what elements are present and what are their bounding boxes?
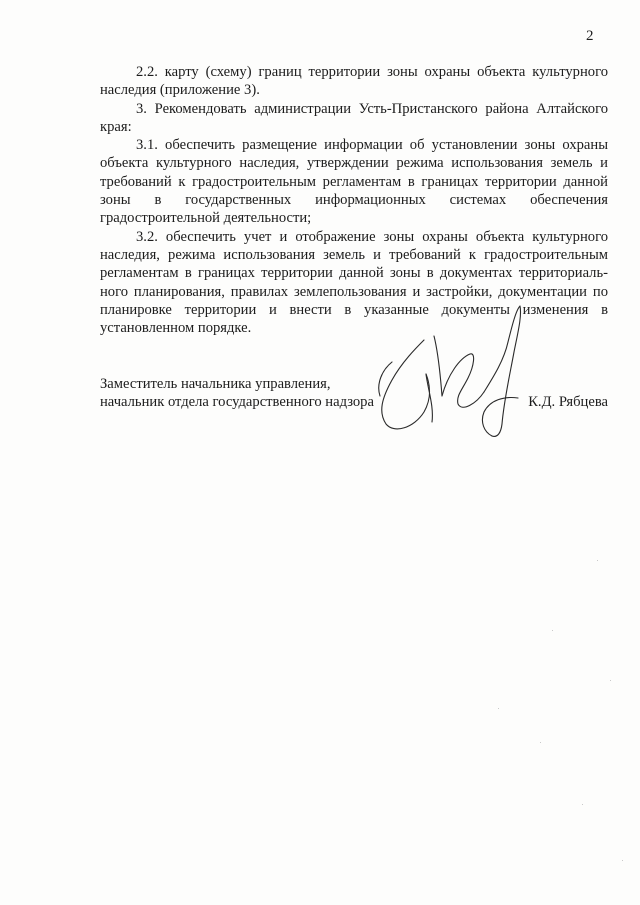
handwritten-signature	[372, 300, 532, 440]
signer-position-line-1: Заместитель начальника управления,	[100, 376, 331, 392]
paragraph-item-3-1: 3.1. обеспечить размещение информации об установлении зоны охраны объекта культурного наследия, утверждении режима использования земель и требований к градостроительным регламентам в границах территории данной зоны в государственных информационных системах обеспечения градостроительной деятельности;	[100, 137, 608, 227]
paragraph-item-3: 3. Рекомендовать администрации Усть-Пристанского района Алтайского края:	[100, 100, 608, 135]
scan-speck	[552, 630, 553, 631]
document-body	[100, 63, 608, 337]
signer-position-line-2: начальник отдела государственного надзора	[100, 394, 374, 411]
scan-speck	[540, 742, 541, 743]
scan-speck	[597, 560, 598, 561]
signer-position	[100, 375, 374, 412]
scan-speck	[610, 680, 611, 681]
scan-speck	[498, 708, 499, 709]
scan-speck	[582, 804, 583, 805]
page-number: 2	[586, 28, 594, 44]
signer-name: К.Д. Рябцева	[528, 394, 608, 410]
paragraph-item-2-2: 2.2. карту (схему) границ территории зоны охраны объекта культурного наследия (приложение 3).	[100, 64, 608, 99]
scan-speck	[622, 860, 623, 861]
signature-block	[100, 375, 610, 435]
paragraph-item-3-2: 3.2. обеспечить учет и отображение зоны охраны объекта культурного наследия, режима использования земель и требований к градостроительным регламентам в границах территории данной зоны в документах территориального планирования, правилах землепользования и застройки, документации по планировке территории и внести в указанные документы изменения в установленном порядке.	[100, 228, 608, 337]
